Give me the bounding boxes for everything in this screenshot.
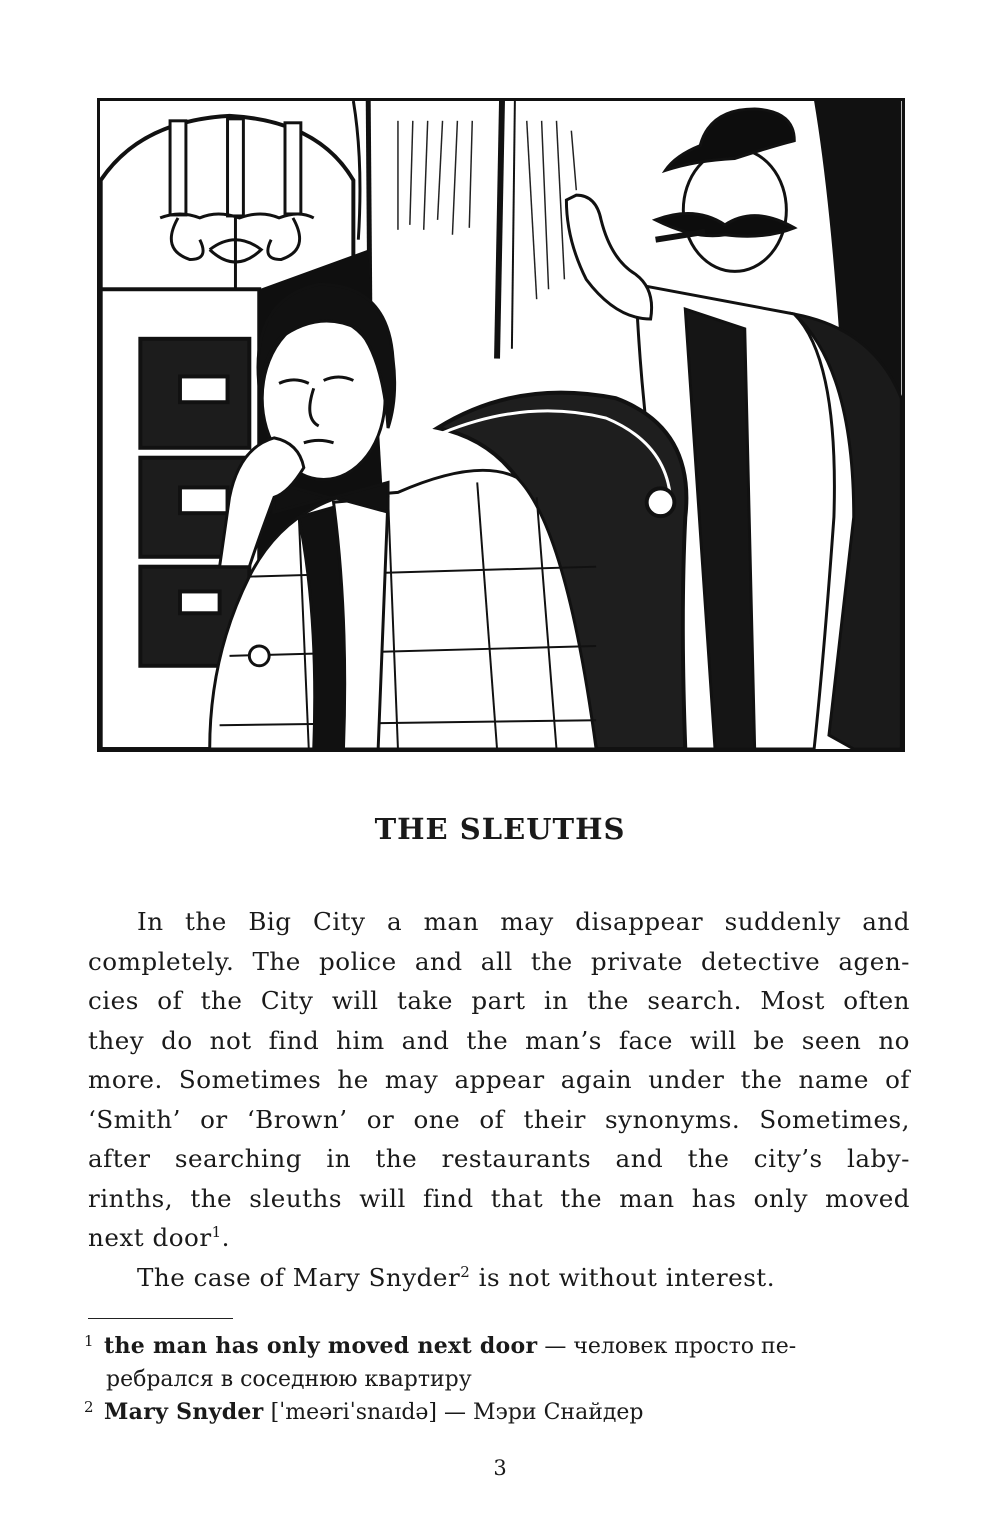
footnote-2: [84, 1396, 912, 1429]
footnote-1-translation-2: ребрался в соседнюю квартиру: [106, 1367, 472, 1392]
footnote-ref-2[interactable]: 2: [460, 1262, 471, 1281]
footnote-1-translation-1: человек просто пе-: [573, 1334, 797, 1359]
footnote-2-dash: —: [437, 1400, 473, 1425]
page-number: 3: [493, 1456, 507, 1480]
paragraph-1-period: .: [221, 1223, 230, 1252]
footnote-2-mark: 2: [84, 1398, 94, 1416]
footnote-ref-1[interactable]: 1: [211, 1222, 222, 1241]
story-title: THE SLEUTHS: [374, 812, 626, 846]
paragraph-1-line-5: more. Sometimes he may appear again under the name of: [88, 1065, 910, 1094]
illustration-two-gentlemen: [97, 98, 905, 752]
paragraph-2-start: The case of Mary Snyder: [137, 1262, 461, 1292]
footnote-divider: [88, 1318, 233, 1319]
paragraph-1-line-7: after searching in the restaurants and the city’s laby-: [88, 1144, 910, 1173]
footnotes: [84, 1330, 912, 1429]
story-body: [88, 902, 910, 1297]
paragraph-1-line-2: completely. The police and all the private detective agen-: [88, 946, 910, 976]
illustration-drawing: [100, 101, 902, 749]
footnote-2-term: Mary Snyder: [104, 1399, 264, 1425]
footnote-1-mark: 1: [84, 1332, 94, 1350]
footnote-2-transcription: [ˈmeəriˈsnaɪdə]: [263, 1400, 437, 1425]
footnote-1-term: the man has only moved next door: [104, 1333, 538, 1359]
paragraph-1-line-3: cies of the City will take part in the search. Most often: [88, 986, 910, 1015]
footnote-1: [84, 1330, 912, 1396]
paragraph-2-end: is not without interest.: [470, 1262, 776, 1292]
paragraph-1-line-4: they do not find him and the man’s face will be seen no: [88, 1025, 910, 1055]
paragraph-1-last-text: next door: [88, 1223, 212, 1252]
paragraph-2: [88, 1258, 910, 1298]
paragraph-1-line-8: rinths, the sleuths will find that the man has only moved: [88, 1183, 910, 1213]
footnote-1-dash: —: [537, 1334, 574, 1359]
paragraph-1-line-9: [88, 1218, 910, 1258]
paragraph-1-line-1: In the Big City a man may disappear suddenly and: [137, 907, 910, 936]
paragraph-1-line-6: ‘Smith’ or ‘Brown’ or one of their synonyms. Sometimes,: [88, 1104, 910, 1134]
footnote-2-translation: Мэри Снайдер: [473, 1400, 644, 1425]
